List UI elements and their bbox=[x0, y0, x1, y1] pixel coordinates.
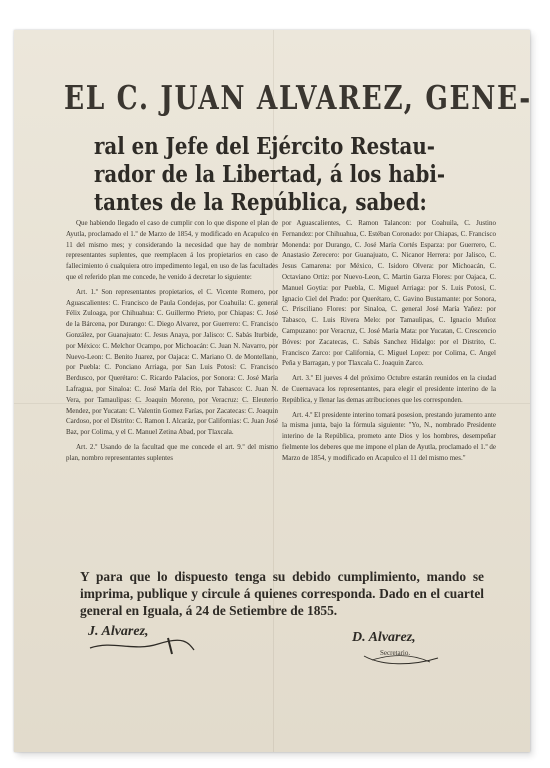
signature-flourish-left bbox=[88, 636, 198, 656]
signature-diego-alvarez: D. Alvarez, bbox=[352, 630, 416, 645]
signature-juan-alvarez: J. Alvarez, bbox=[88, 624, 149, 639]
heading-line-3: rador de la Libertad, á los habi- bbox=[94, 161, 446, 188]
decree-intro-paragraph: Que habiendo llegado el caso de cumplir con lo que dispone el plan de Ayutla, proclamado el 1.º de Marzo de 1854, y modificado en Acapulco en 11 del mismo mes; y considerando la necesidad que hay de nombrar representantes suplentes, que reemplacen á los propietarios en caso de fallecimiento ó cualquiera otro impedimento legal, en uso de las facultades que el referido plan me concede, he venido á decretar lo siguiente: bbox=[66, 219, 278, 281]
right-text-column bbox=[282, 218, 496, 558]
article-3-paragraph: Art. 3.º El jueves 4 del próximo Octubre estarán reunidos en la ciudad de Cuernavaca los representantes, para elegir el presidente interino de la República, y llenar las demas atribuciones que les corresponden. bbox=[282, 374, 496, 404]
article-4-paragraph: Art. 4.º El presidente interino tomará posesion, prestando juramento ante la misma junta, bajo la fórmula siguiente: "Yo, N., nombrado Presidente interino de la República, prometo ante Dios y los hombres, desempeñar fielmente los deberes que me impone el plan de Ayutla, proclamado el 1.º de Marzo de 1854, y modificado en Acapulco el 11 del mismo mes." bbox=[282, 410, 496, 462]
secretary-title: Secretario. bbox=[380, 649, 411, 657]
article-1-paragraph: Art. 1.º Son representantes propietarios, el C. Vicente Romero, por Aguascalientes: C. Francisco de Paula Condejas, por Coahuila: C. general Félix Zuloaga, por Chihuahua: C. Guillermo Prieto, por Chiapas: C. José de la Bárcena, por Durango: C. Diego Alvarez, por Guerrero: C. Francisco González, por Guanajuato: C. Jesus Anaya, por Jalisco: C. Sabás Iturbide, por México: C. Melchor Ocampo, por Michoacán: C. Juan N. Navarro, por Nuevo-Leon: C. Benito Juarez, por Oajaca: C. Mariano O. de Montellano, por Puebla: C. Ponciano Arriaga, por San Luis Potosí: C. Francisco Berdusco, por Querétaro: C. Ricardo Palacios, por Sonora: C. José María Lafragua, por Sinaloa: C. José María del Rio, por Tabasco: C. Juan N. Vera, por Tamaulipas: C. Joaquin Moreno, por Veracruz: C. Eleuterio Mendez, por Yucatan: C. Valentin Gomez Farías, por Zacatecas: C. Joaquin Cardoso, por el Distrito: C. Ramon I. Alcaráz, por Californias: C. Juan José Baz, por Colima, y el C. Manuel Zetina Abad, por Tlaxcala. bbox=[66, 287, 278, 437]
signature-flourish-right bbox=[362, 652, 442, 668]
heading-line-4: tantes de la República, sabed: bbox=[94, 189, 427, 216]
heading-line-1: EL C. JUAN ALVAREZ, GENE- bbox=[64, 78, 532, 117]
heading-line-2: ral en Jefe del Ejército Restau- bbox=[94, 133, 435, 160]
article-2-paragraph: Art. 2.º Usando de la facultad que me concede el art. 9.º del mismo plan, nombro representantes suplentes bbox=[66, 442, 278, 462]
left-text-column bbox=[66, 218, 278, 558]
article-2-continuation-paragraph: por Aguascalientes, C. Ramon Talancon: por Coahuila, C. Justino Fernandez: por Chihuahua, C. Estéban Coronado: por Chiapas, C. Francisco Monenda: por Durango, C. José María Cortés Esparza: por Guerrero, C. Anastasio Zerecero: por Guanajuato, C. Nicanor Herrera: por Jalisco, C. Jesus Camarena: por México, C. Isidoro Olvera: por Michoacán, C. Octaviano Ortiz: por Nuevo-Leon, C. Martin Garza Flores: por Oajaca, C. Manuel Goytia: por Puebla, C. Miguel Arriaga: por S. Luis Potosí, C. Ignacio Ciel del Prado: por Querétaro, C. Gavino Bustamante: por Sonora, C. Prisciliano Flores: por Sinaloa, C. general José María Yañez: por Tabasco, C. Luis Rivera Melo: por Tamaulipas, C. Ignacio Muñoz Campuzano: por Veracruz, C. José María Mata: por Yucatan, C. Crescencio Bóves: por Zacatecas, C. Sabás Sanchez Hidalgo: por el Distrito, C. Francisco Zarco: por California, C. Miguel Lopez: por Colima, C. Angel Peña y Barragan, y por Tlaxcala C. Joaquin Zarco. bbox=[282, 219, 496, 368]
closing-paragraph: Y para que lo dispuesto tenga su debido cumplimiento, mando se imprima, publique y circule á quienes corresponda. Dado en el cuartel general en Iguala, á 24 de Setiembre de 1855. bbox=[80, 569, 484, 618]
